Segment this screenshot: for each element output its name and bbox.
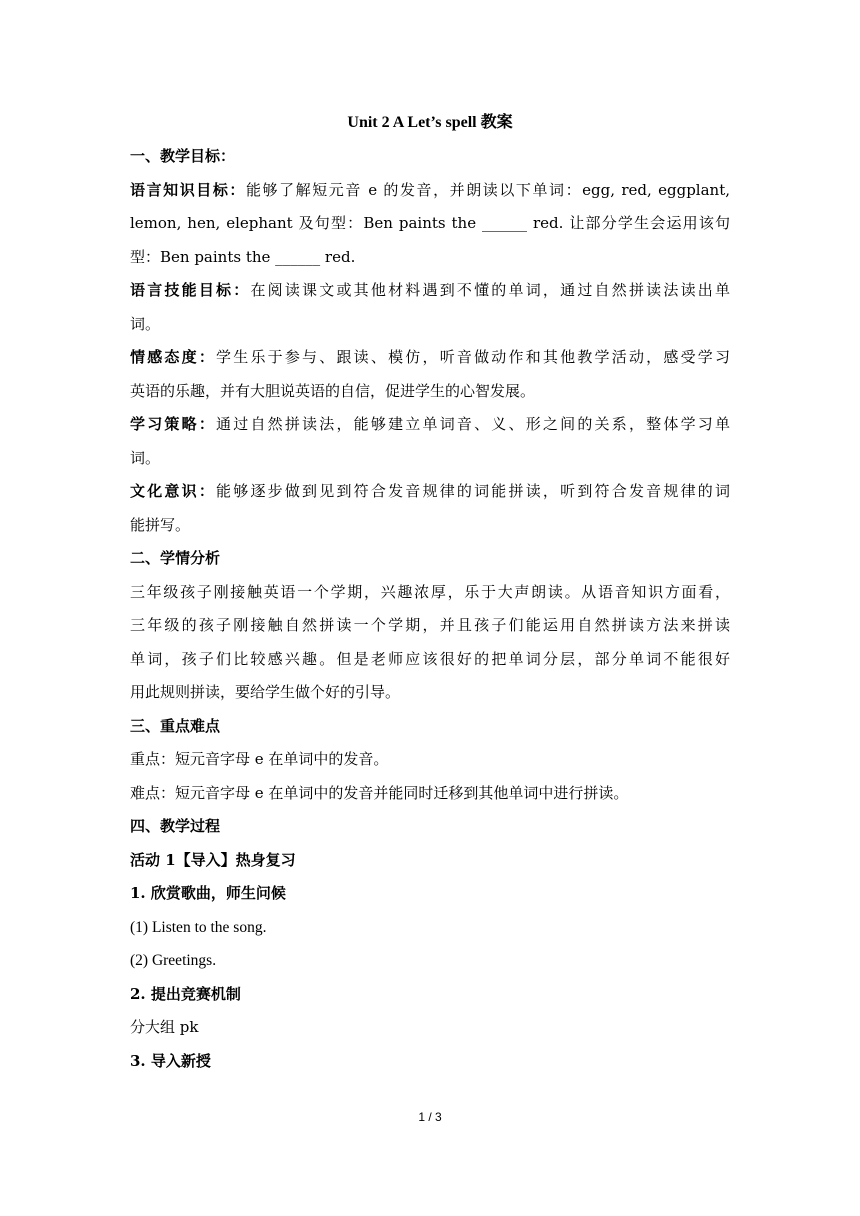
text-line: lemon, hen, elephant 及句型：Ben paints the ______ red. 让部分学生会运用该句 xyxy=(130,214,730,232)
text-line: 三年级孩子刚接触英语一个学期，兴趣浓厚，乐于大声朗读。从语音知识方面看， xyxy=(130,582,730,601)
section-heading-process: 四、教学过程 xyxy=(130,817,221,835)
difficulty-text: 难点：短元音字母 e 在单词中的发音并能同时迁移到其他单词中进行拼读。 xyxy=(130,783,629,802)
step-item: (2) Greetings. xyxy=(130,952,217,969)
step-heading: 2. 提出竞赛机制 xyxy=(130,984,241,1003)
text-line: 在阅读课文或其他材料遇到不懂的单词，通过自然拼读法读出单 xyxy=(250,281,730,299)
step-item: 分大组 pk xyxy=(130,1018,199,1036)
paragraph-strategy xyxy=(130,408,730,442)
text-line: 学生乐于参与、跟读、模仿，听音做动作和其他教学活动，感受学习 xyxy=(216,348,730,366)
label-emotion: 情感态度： xyxy=(130,348,217,366)
text-line: 三年级的孩子刚接触自然拼读一个学期，并且孩子们能运用自然拼读方法来拼读 xyxy=(130,616,730,634)
label-strategy: 学习策略： xyxy=(130,415,217,433)
paragraph-emotion xyxy=(130,341,730,375)
paragraph-culture xyxy=(130,475,730,509)
section-heading-objectives: 一、教学目标： xyxy=(130,147,236,165)
section-heading-key-points: 三、重点难点 xyxy=(130,716,221,735)
paragraph-language-knowledge xyxy=(130,174,730,208)
activity-heading: 活动 1【导入】热身复习 xyxy=(130,850,296,869)
page-number: 1 / 3 xyxy=(418,1110,442,1124)
text-line: 能够了解短元音 e 的发音，并朗读以下单词：egg, red, eggplant, xyxy=(245,180,730,199)
text-line: 词。 xyxy=(130,448,161,467)
label-language-skill: 语言技能目标： xyxy=(130,281,251,299)
document-body xyxy=(130,108,730,1078)
text-line: 能够逐步做到见到符合发音规律的词能拼读，听到符合发音规律的词 xyxy=(216,482,730,500)
label-language-knowledge: 语言知识目标： xyxy=(130,180,246,199)
document-title: Unit 2 A Let’s spell 教案 xyxy=(347,114,513,131)
text-line: 型：Ben paints the ______ red. xyxy=(130,247,356,266)
text-line: 能拼写。 xyxy=(130,515,191,534)
key-point-text: 重点：短元音字母 e 在单词中的发音。 xyxy=(130,750,389,768)
text-line: 通过自然拼读法，能够建立单词音、义、形之间的关系，整体学习单 xyxy=(216,415,730,433)
text-line: 用此规则拼读，要给学生做个好的引导。 xyxy=(130,683,401,701)
section-heading-analysis: 二、学情分析 xyxy=(130,549,221,567)
step-heading: 1. 欣赏歌曲，师生问候 xyxy=(130,884,286,902)
step-item: (1) Listen to the song. xyxy=(130,918,267,936)
step-heading: 3. 导入新授 xyxy=(130,1051,211,1070)
text-line: 单词，孩子们比较感兴趣。但是老师应该很好的把单词分层，部分单词不能很好 xyxy=(130,649,730,668)
text-line: 英语的乐趣，并有大胆说英语的自信，促进学生的心智发展。 xyxy=(130,381,536,400)
label-culture: 文化意识： xyxy=(130,482,217,500)
text-line: 词。 xyxy=(130,314,161,333)
paragraph-language-skill xyxy=(130,274,730,308)
